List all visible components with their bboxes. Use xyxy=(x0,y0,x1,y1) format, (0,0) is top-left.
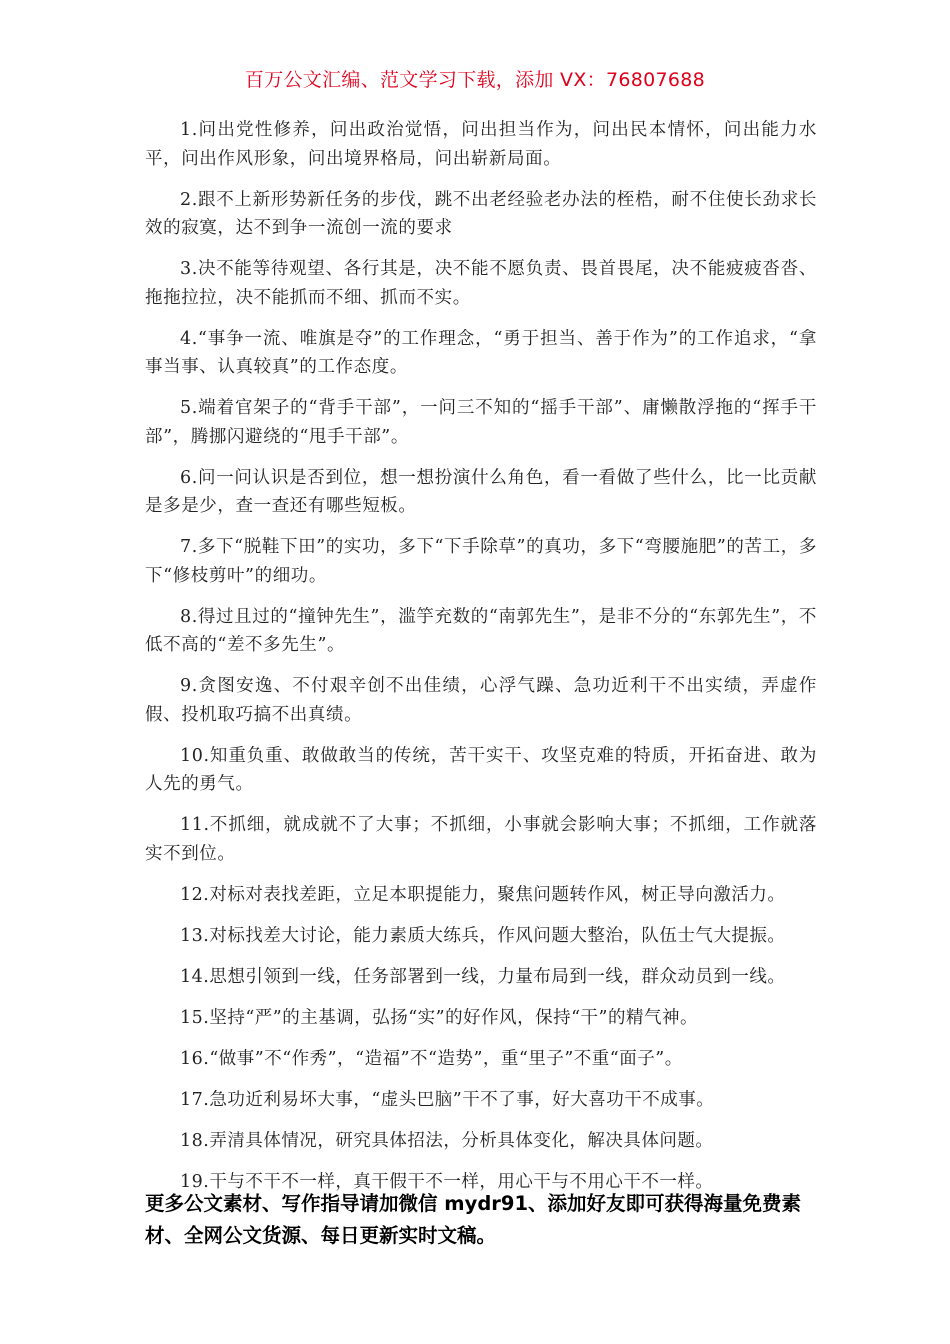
list-item-18: 18.弄清具体情况，研究具体招法，分析具体变化，解决具体问题。 xyxy=(180,1130,714,1151)
list-item-1: 1.问出党性修养，问出政治觉悟，问出担当作为，问出民本情怀，问出能力水平，问出作风形象，问出境界格局，问出崭新局面。 xyxy=(145,120,817,169)
list-item-3: 3.决不能等待观望、各行其是，决不能不愿负责、畏首畏尾，决不能疲疲沓沓、拖拖拉拉，决不能抓而不细、抓而不实。 xyxy=(145,259,817,308)
footer-promo: 更多公文素材、写作指导请加微信 mydr91、添加好友即可获得海量免费素材、全网公文货源、每日更新实时文稿。 xyxy=(145,1192,802,1247)
list-item-6: 6.问一问认识是否到位，想一想扮演什么角色，看一看做了些什么，比一比贡献是多是少，查一查还有哪些短板。 xyxy=(145,467,817,516)
list-item-17: 17.急功近利易坏大事，“虚头巴脑”干不了事，好大喜功干不成事。 xyxy=(180,1089,715,1110)
document-body xyxy=(145,116,817,1209)
list-item-19: 19.干与不干不一样，真干假干不一样，用心干与不用心干不一样。 xyxy=(180,1171,714,1192)
list-item-13: 13.对标找差大讨论，能力素质大练兵，作风问题大整治，队伍士气大提振。 xyxy=(180,925,786,946)
list-item-8: 8.得过且过的“撞钟先生”，滥竽充数的“南郭先生”，是非不分的“东郭先生”，不低不高的“差不多先生”。 xyxy=(145,606,817,655)
list-item-7: 7.多下“脱鞋下田”的实功，多下“下手除草”的真功，多下“弯腰施肥”的苦工，多下“修枝剪叶”的细功。 xyxy=(145,537,817,586)
header-banner: 百万公文汇编、范文学习下载，添加 VX：76807688 xyxy=(244,69,706,91)
list-item-14: 14.思想引领到一线，任务部署到一线，力量布局到一线，群众动员到一线。 xyxy=(180,966,786,987)
list-item-5: 5.端着官架子的“背手干部”，一问三不知的“摇手干部”、庸懒散浮拖的“挥手干部”，腾挪闪避绕的“甩手干部”。 xyxy=(145,398,817,447)
list-item-10: 10.知重负重、敢做敢当的传统，苦干实干、攻坚克难的特质，开拓奋进、敢为人先的勇气。 xyxy=(145,745,817,794)
list-item-15: 15.坚持“严”的主基调，弘扬“实”的好作风，保持“干”的精气神。 xyxy=(180,1007,699,1028)
list-item-16: 16.“做事”不“作秀”，“造福”不“造势”，重“里子”不重“面子”。 xyxy=(180,1048,683,1069)
list-item-9: 9.贪图安逸、不付艰辛创不出佳绩，心浮气躁、急功近利干不出实绩，弄虚作假、投机取巧搞不出真绩。 xyxy=(145,676,817,725)
list-item-2: 2.跟不上新形势新任务的步伐，跳不出老经验老办法的桎梏，耐不住使长劲求长效的寂寞，达不到争一流创一流的要求 xyxy=(145,189,817,238)
list-item-12: 12.对标对表找差距，立足本职提能力，聚焦问题转作风，树正导向激活力。 xyxy=(180,884,786,905)
list-item-11: 11.不抓细，就成就不了大事；不抓细，小事就会影响大事；不抓细，工作就落实不到位。 xyxy=(145,815,817,864)
list-item-4: 4.“事争一流、唯旗是夺”的工作理念，“勇于担当、善于作为”的工作追求，“拿事当事、认真较真”的工作态度。 xyxy=(145,328,817,377)
